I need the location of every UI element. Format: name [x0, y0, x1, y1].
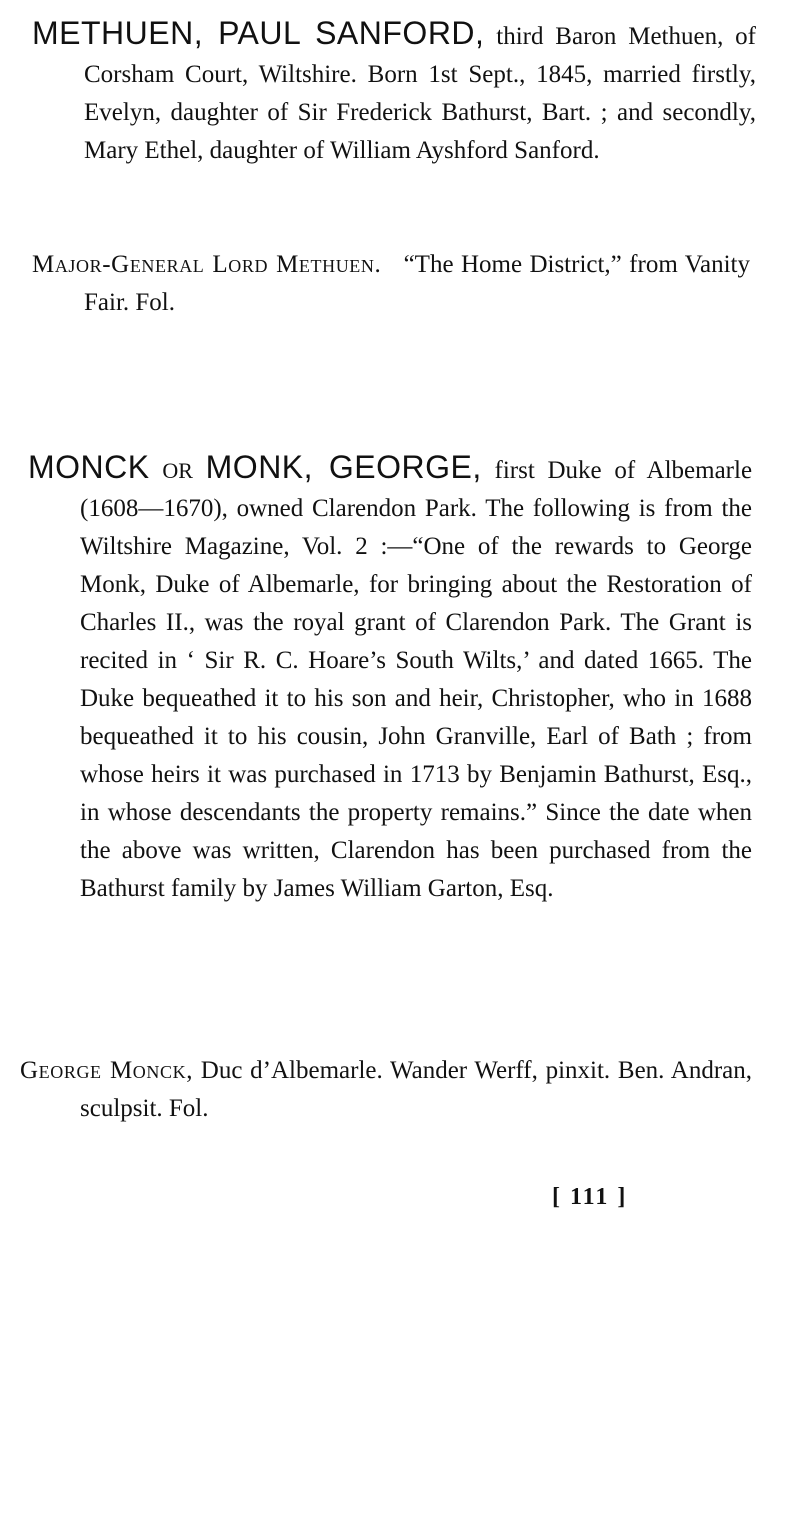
entry-methuen-paragraph	[32, 14, 756, 170]
entry-monck-body: first Duke of Albemarle (1608—1670), owned Clarendon Park. The following is from the Wiltshire Magazine, Vol. 2 :—“One of the rewards to George Monk, Duke of Albemarle, for bringing about the Restoration of Charles II., was the royal grant of Clarendon Park. The Grant is recited in ‘ Sir R. C. Hoare’s South Wilts,’ and dated 1665. The Duke bequeathed it to his son and heir, Christopher, who in 1688 bequeathed it to his cousin, John Granville, Earl of Bath ; from whose heirs it was purchased in 1713 by Benjamin Bathurst, Esq., in whose descendants the property remains.” Since the date when the above was written, Clarendon has been purchased from the Bathurst family by James William Garton, Esq.	[80, 457, 753, 902]
entry-monck-paragraph	[28, 448, 752, 908]
entry-methuen-heading: METHUEN, PAUL SANFORD,	[32, 15, 485, 51]
entry-methuen-body: third Baron Methuen, of Corsham Court, Wiltshire. Born 1st Sept., 1845, married firstly, Evelyn, daughter of Sir Frederick Bathurst, Bart. ; and secondly, Mary Ethel, daughter of William Ayshford Sanford.	[84, 23, 756, 164]
portrait-monck-title: George Monck,	[20, 1057, 194, 1084]
portrait-methuen	[0, 246, 800, 322]
entry-monck-heading-a: MONCK	[28, 449, 150, 485]
portrait-methuen-text: “The Home District,” from Vanity Fair. Fol.	[84, 251, 751, 316]
portrait-monck	[0, 1052, 800, 1128]
entry-monck-heading-or: OR	[162, 458, 193, 483]
entry-monck	[0, 448, 800, 908]
entry-methuen	[0, 14, 800, 170]
portrait-monck-paragraph	[20, 1052, 752, 1128]
portrait-methuen-paragraph	[32, 246, 750, 322]
portrait-methuen-title: Major-General Lord Methuen.	[32, 251, 382, 278]
page-number: [ 111 ]	[552, 1184, 628, 1210]
portrait-monck-text: Duc d’Albemarle. Wander Werff, pinxit. Ben. Andran, sculpsit. Fol.	[80, 1057, 753, 1122]
entry-monck-heading-b: MONK, GEORGE,	[205, 449, 482, 485]
